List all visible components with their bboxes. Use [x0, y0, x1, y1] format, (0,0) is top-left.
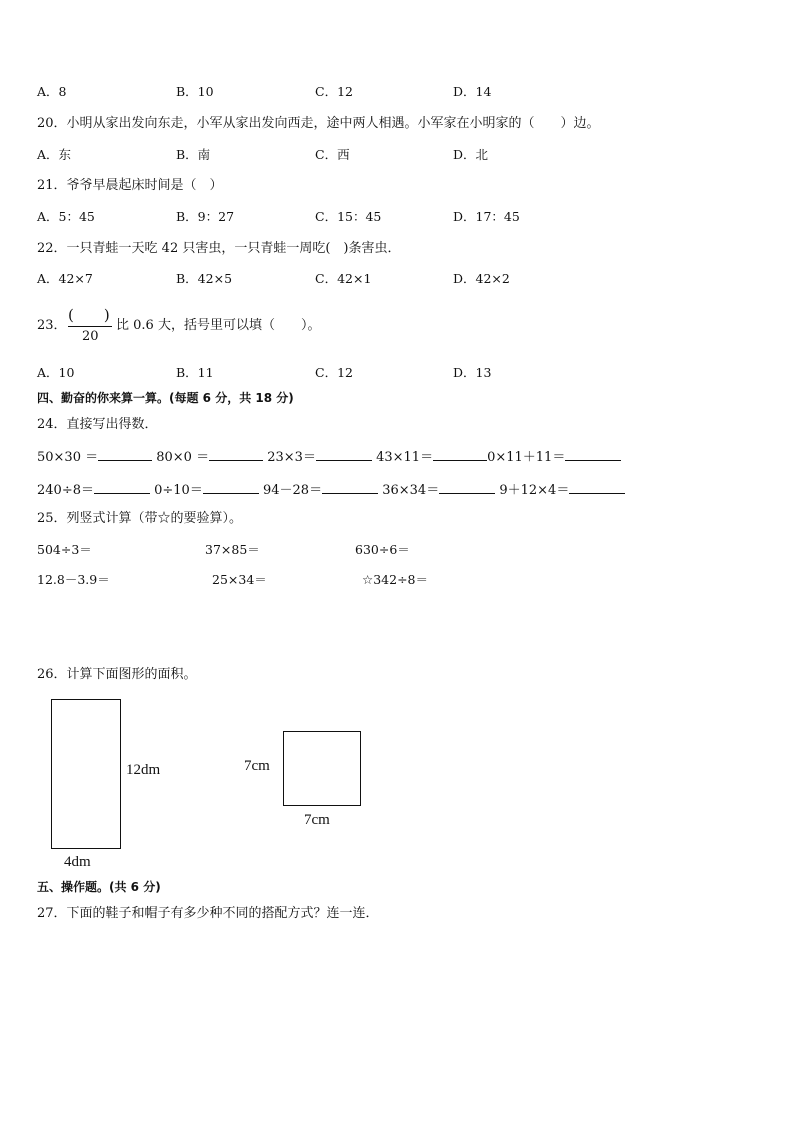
q22-option-d: D．42×2	[453, 271, 510, 286]
rectangle-figure	[51, 699, 121, 849]
q24-expr: 43×11＝	[376, 450, 434, 465]
answer-blank[interactable]	[98, 448, 152, 461]
answer-blank[interactable]	[322, 481, 378, 494]
q20-option-b: B．南	[176, 147, 211, 162]
q23-option-c: C．12	[315, 365, 353, 380]
q21-question: 21．爷爷早晨起床时间是（ ）	[37, 178, 223, 193]
q21-option-d: D．17：45	[453, 209, 520, 224]
q19-option-d: D．14	[453, 84, 492, 99]
q24-expr: 80×0 ＝	[156, 450, 210, 465]
q25-question: 25．列竖式计算（带☆的要验算）。	[37, 511, 243, 526]
q24-expr: 0÷10＝	[154, 483, 203, 498]
q23-question: 比 0.6 大，括号里可以填（ ）。	[116, 318, 321, 333]
q19-option-a: A．8	[37, 84, 67, 99]
q23-option-b: B．11	[176, 365, 214, 380]
square-side-label: 7cm	[244, 758, 270, 774]
q24-row-2	[37, 481, 625, 499]
q19-option-b: B．10	[176, 84, 214, 99]
section-4-heading: 四、勤奋的你来算一算。(每题 6 分，共 18 分)	[37, 391, 294, 405]
q24-expr: 36×34＝	[382, 483, 440, 498]
answer-blank[interactable]	[316, 448, 372, 461]
answer-blank[interactable]	[565, 448, 621, 461]
q24-expr: 94－28＝	[262, 483, 323, 498]
q23-fraction-numerator: ( )	[68, 306, 110, 324]
q24-question: 24．直接写出得数．	[37, 417, 158, 432]
q25-expr: 37×85＝	[205, 542, 260, 557]
q26-question: 26．计算下面图形的面积。	[37, 667, 197, 682]
rectangle-height-label: 12dm	[126, 762, 161, 778]
q19-option-c: C．12	[315, 84, 353, 99]
answer-blank[interactable]	[439, 481, 495, 494]
square-bottom-label: 7cm	[304, 812, 330, 828]
answer-blank[interactable]	[433, 448, 487, 461]
q25-expr: 504÷3＝	[37, 542, 92, 557]
q22-option-c: C．42×1	[315, 271, 372, 286]
section-5-heading: 五、操作题。(共 6 分)	[37, 880, 161, 894]
q24-expr: 0×11＋11＝	[487, 450, 566, 465]
q22-question: 22．一只青蛙一天吃 42 只害虫，一只青蛙一周吃( )条害虫．	[37, 241, 401, 256]
q24-expr: 240÷8＝	[37, 483, 94, 498]
q20-option-c: C．西	[315, 147, 350, 162]
q27-question: 27．下面的鞋子和帽子有多少种不同的搭配方式？连一连．	[37, 906, 379, 921]
q21-option-a: A．5：45	[37, 209, 95, 224]
q20-option-d: D．北	[453, 147, 489, 162]
q23-fraction-bar	[68, 326, 112, 327]
q25-expr: 630÷6＝	[355, 542, 410, 557]
answer-blank[interactable]	[209, 448, 263, 461]
q24-row-1	[37, 448, 621, 466]
q21-option-b: B．9：27	[176, 209, 235, 224]
q23-fraction	[68, 304, 114, 348]
q23-option-d: D．13	[453, 365, 492, 380]
answer-blank[interactable]	[203, 481, 259, 494]
rectangle-width-label: 4dm	[64, 854, 91, 870]
q22-option-b: B．42×5	[176, 271, 233, 286]
q20-option-a: A．东	[37, 147, 72, 162]
q23-option-a: A．10	[37, 365, 75, 380]
q22-option-a: A．42×7	[37, 271, 93, 286]
answer-blank[interactable]	[94, 481, 150, 494]
q25-expr-starred: ☆342÷8＝	[362, 572, 428, 587]
q25-expr: 25×34＝	[212, 572, 267, 587]
q21-option-c: C．15：45	[315, 209, 382, 224]
square-figure	[283, 731, 361, 806]
q20-question: 20．小明从家出发向东走，小军从家出发向西走，途中两人相遇。小军家在小明家的（ ）边。	[37, 116, 600, 131]
q24-expr: 50×30 ＝	[37, 450, 99, 465]
q24-expr: 9＋12×4＝	[499, 483, 570, 498]
q24-expr: 23×3＝	[267, 450, 316, 465]
q25-expr: 12.8－3.9＝	[37, 572, 110, 587]
q23-number: 23．	[37, 318, 67, 333]
answer-blank[interactable]	[569, 481, 625, 494]
q23-fraction-denominator: 20	[82, 329, 99, 344]
